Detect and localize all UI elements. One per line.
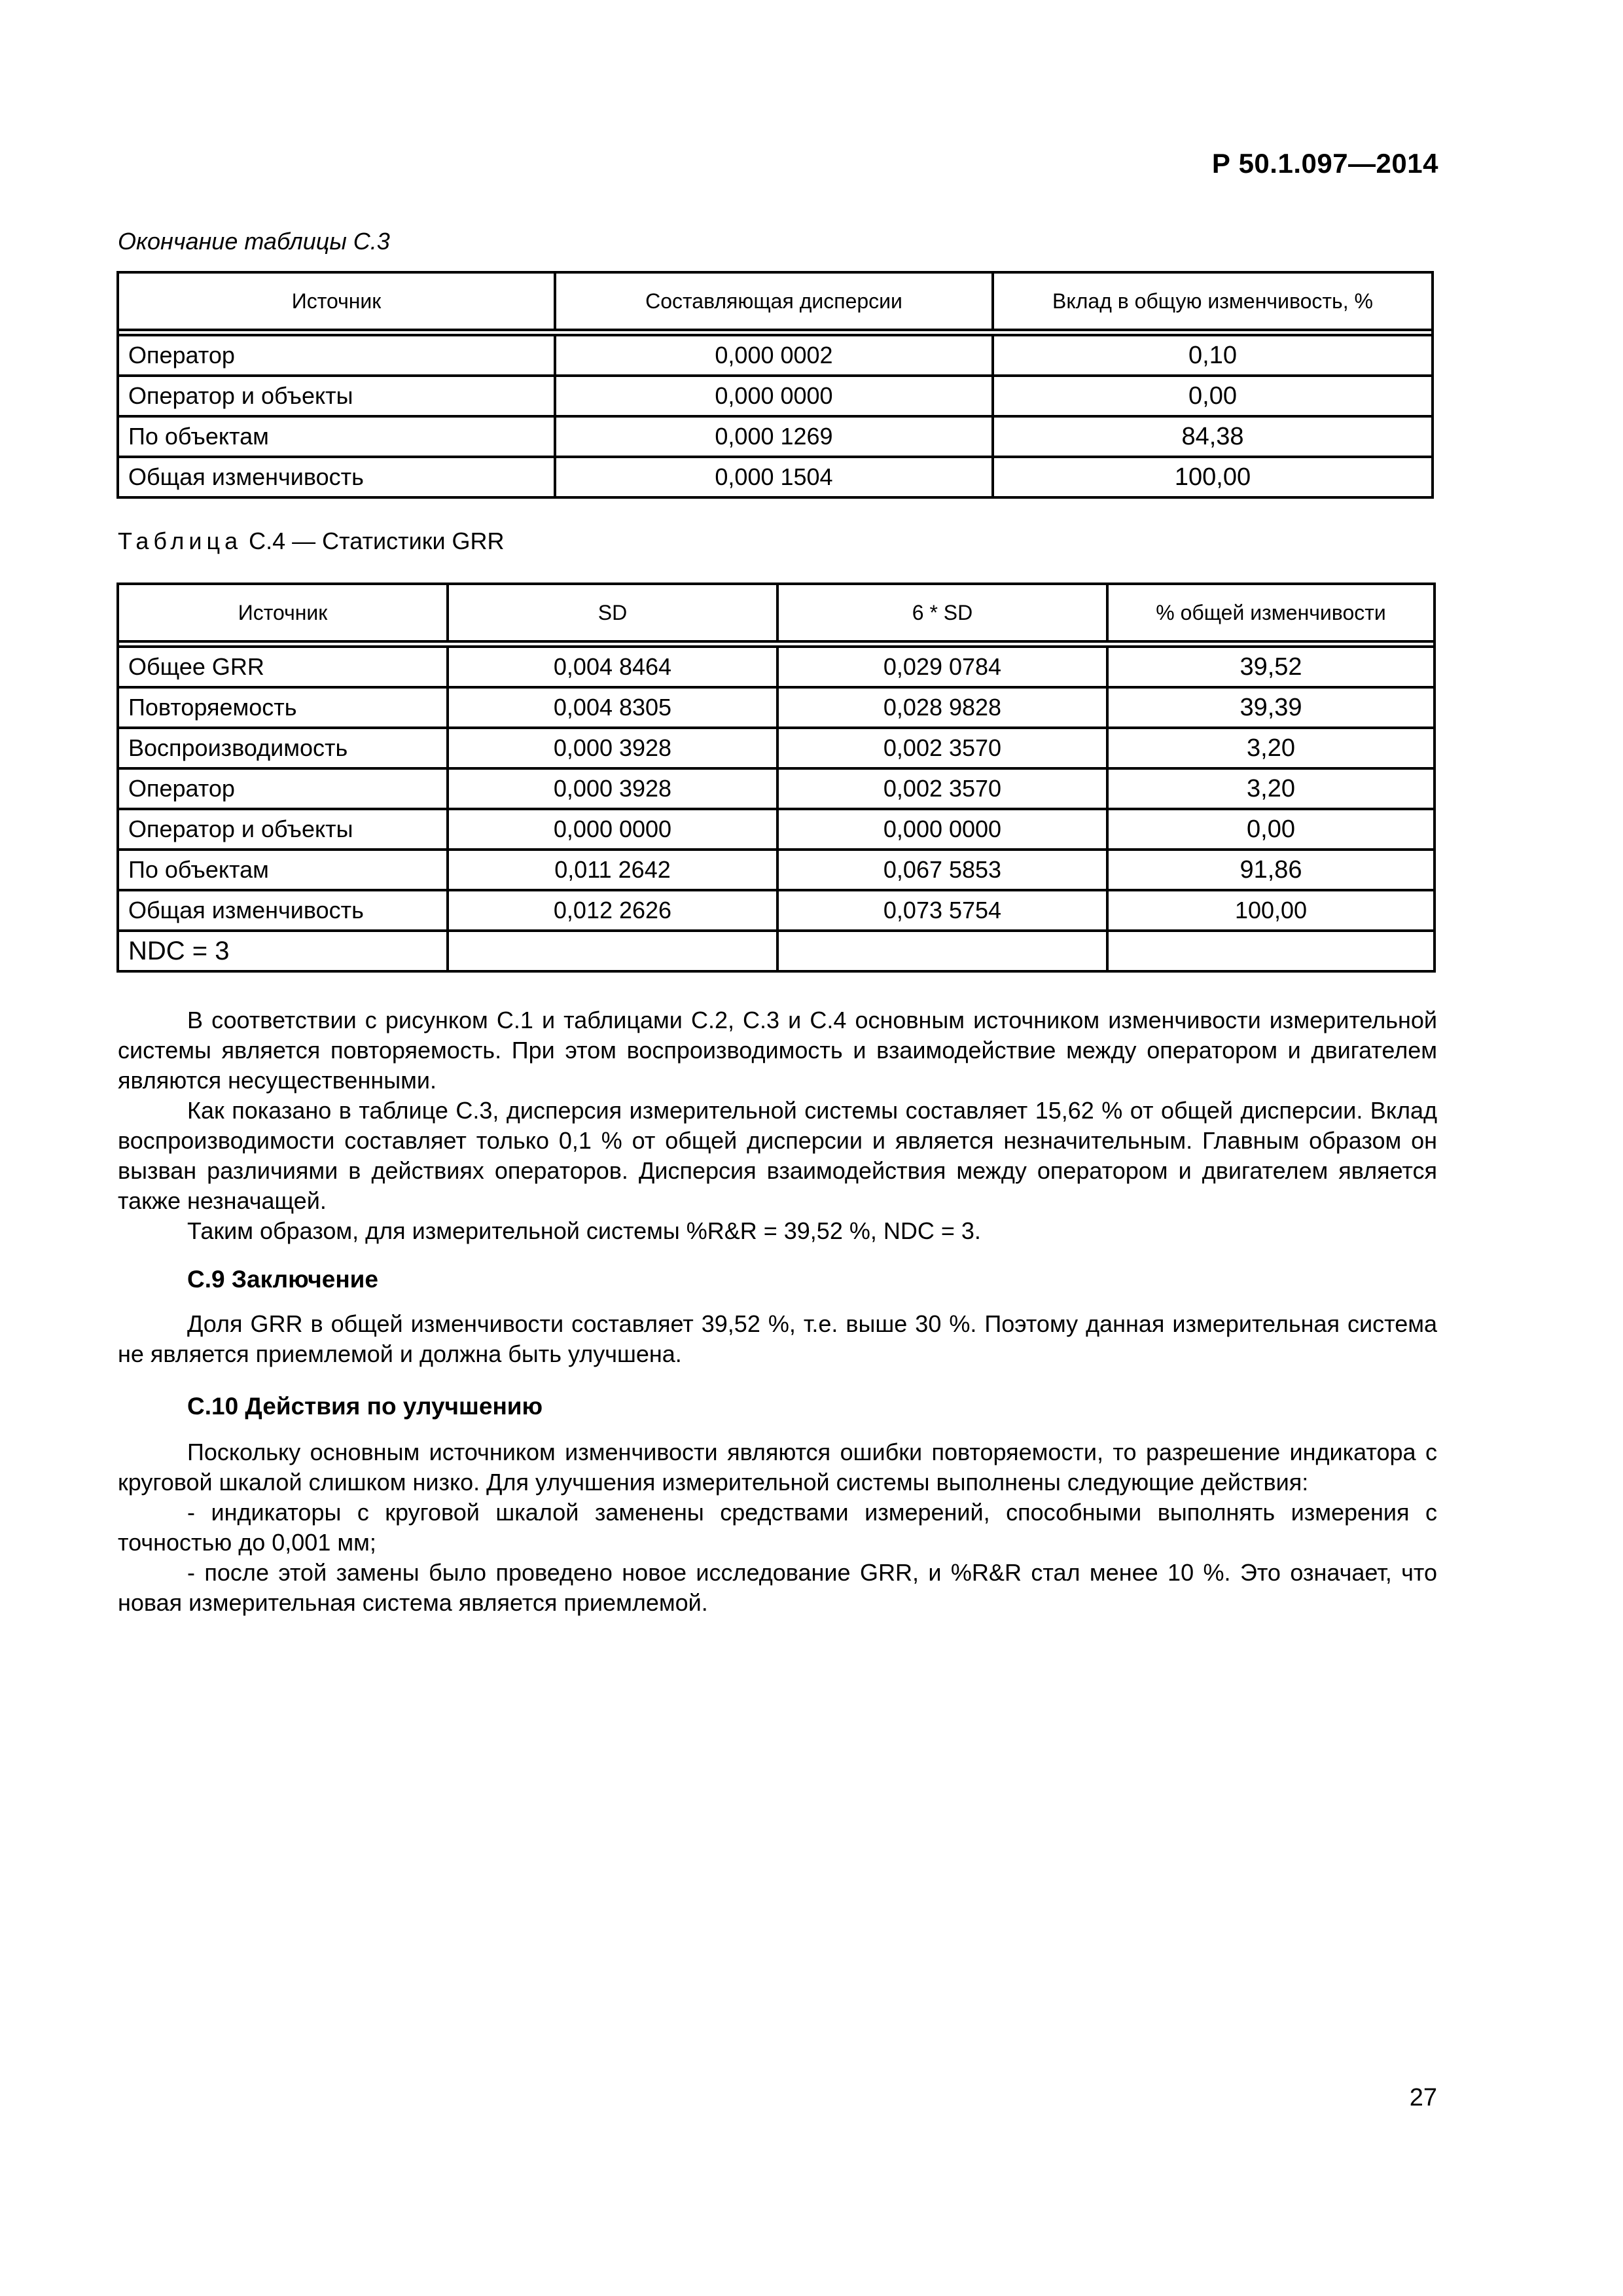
paragraph: Как показано в таблице С.3, дисперсия измерительной системы составляет 15,62 % от общей дисперсии. Вклад воспроизводимости составляет только 0,1 % от общей дисперсии и является незначительным. Главным образом он вызван различиями в действиях операторов. Дисперсия взаимодействия между оператором и двигателем является также незначащей. [118, 1097, 1437, 1214]
cell-sd: 0,000 3928 [448, 768, 777, 809]
table-label: Таблица [118, 528, 243, 554]
header-separator [118, 641, 1435, 647]
table-row [118, 890, 1435, 931]
cell-source: Оператор [118, 768, 448, 809]
cell-variance: 0,000 1269 [555, 416, 993, 457]
table-c3 [116, 271, 1434, 499]
cell-percent: 3,20 [1107, 768, 1435, 809]
cell-sd: 0,012 2626 [448, 890, 777, 931]
analysis-text [118, 1005, 1437, 1246]
page-number: 27 [1409, 2084, 1437, 2111]
cell-6sd: 0,073 5754 [777, 890, 1107, 931]
section-c9-text [118, 1309, 1437, 1369]
list-item: - индикаторы с круговой шкалой заменены средствами измерений, способными выполнять измерения с точностью до 0,001 мм; [118, 1499, 1437, 1556]
cell-source: Общая изменчивость [118, 890, 448, 931]
cell-percent: 39,39 [1107, 687, 1435, 728]
table-row [118, 335, 1433, 376]
section-c10-text [118, 1437, 1437, 1618]
cell-contribution: 84,38 [993, 416, 1433, 457]
cell-6sd: 0,028 9828 [777, 687, 1107, 728]
paragraph: Поскольку основным источником изменчивости являются ошибки повторяемости, то разрешение индикатора с круговой шкалой слишком низко. Для улучшения измерительной системы выполнены следующие действия: [118, 1439, 1437, 1496]
document-code: Р 50.1.097—2014 [1211, 148, 1438, 179]
cell-6sd: 0,029 0784 [777, 647, 1107, 687]
table-row [118, 416, 1433, 457]
cell-sd: 0,004 8464 [448, 647, 777, 687]
table-row [118, 457, 1433, 497]
table-header-row [118, 584, 1435, 641]
column-header: 6 * SD [777, 584, 1107, 641]
cell-sd: 0,011 2642 [448, 850, 777, 890]
table-row [118, 728, 1435, 768]
cell-source: Воспроизводимость [118, 728, 448, 768]
cell-contribution: 100,00 [993, 457, 1433, 497]
table-header-row [118, 272, 1433, 330]
table-c4-caption [118, 528, 505, 555]
cell-contribution: 0,10 [993, 335, 1433, 376]
paragraph: Доля GRR в общей изменчивости составляет 39,52 %, т.е. выше 30 %. Поэтому данная измерительная система не является приемлемой и должна быть улучшена. [118, 1310, 1437, 1367]
table-row [118, 376, 1433, 416]
cell-source: По объектам [118, 416, 555, 457]
column-header: SD [448, 584, 777, 641]
cell-percent: 39,52 [1107, 647, 1435, 687]
cell-percent: 3,20 [1107, 728, 1435, 768]
table-row [118, 850, 1435, 890]
cell-empty [1107, 931, 1435, 971]
cell-source: Общая изменчивость [118, 457, 555, 497]
cell-variance: 0,000 0002 [555, 335, 993, 376]
section-c10-title: С.10 Действия по улучшению [187, 1393, 543, 1420]
cell-source: Оператор и объекты [118, 809, 448, 850]
table-c4 [116, 583, 1436, 973]
cell-6sd: 0,002 3570 [777, 768, 1107, 809]
table-row [118, 687, 1435, 728]
cell-6sd: 0,000 0000 [777, 809, 1107, 850]
cell-source: Общее GRR [118, 647, 448, 687]
column-header: Вклад в общую изменчивость, % [993, 272, 1433, 330]
table-row [118, 647, 1435, 687]
cell-6sd: 0,002 3570 [777, 728, 1107, 768]
column-header: Источник [118, 584, 448, 641]
cell-ndc: NDC = 3 [118, 931, 448, 971]
cell-source: По объектам [118, 850, 448, 890]
column-header: % общей изменчивости [1107, 584, 1435, 641]
section-c9-title: С.9 Заключение [187, 1266, 379, 1293]
cell-percent: 91,86 [1107, 850, 1435, 890]
paragraph: Таким образом, для измерительной системы %R&R = 39,52 %, NDC = 3. [187, 1217, 981, 1244]
list-item: - после этой замены было проведено новое исследование GRR, и %R&R стал менее 10 %. Это означает, что новая измерительная система является приемлемой. [118, 1559, 1437, 1616]
column-header: Составляющая дисперсии [555, 272, 993, 330]
cell-source: Повторяемость [118, 687, 448, 728]
cell-variance: 0,000 0000 [555, 376, 993, 416]
cell-sd: 0,000 3928 [448, 728, 777, 768]
table-row [118, 768, 1435, 809]
cell-source: Оператор [118, 335, 555, 376]
header-separator [118, 330, 1433, 335]
paragraph: В соответствии с рисунком С.1 и таблицами С.2, С.3 и С.4 основным источником изменчивости измерительной системы является повторяемость. При этом воспроизводимость и взаимодействие между оператором и двигателем являются несущественными. [118, 1007, 1437, 1094]
cell-percent: 100,00 [1107, 890, 1435, 931]
cell-sd: 0,000 0000 [448, 809, 777, 850]
table-row [118, 809, 1435, 850]
cell-source: Оператор и объекты [118, 376, 555, 416]
table-c3-caption: Окончание таблицы С.3 [118, 228, 390, 255]
cell-sd: 0,004 8305 [448, 687, 777, 728]
cell-contribution: 0,00 [993, 376, 1433, 416]
table-row-ndc [118, 931, 1435, 971]
cell-empty [777, 931, 1107, 971]
cell-empty [448, 931, 777, 971]
cell-percent: 0,00 [1107, 809, 1435, 850]
column-header: Источник [118, 272, 555, 330]
cell-6sd: 0,067 5853 [777, 850, 1107, 890]
table-title: С.4 — Статистики GRR [242, 528, 505, 554]
cell-variance: 0,000 1504 [555, 457, 993, 497]
